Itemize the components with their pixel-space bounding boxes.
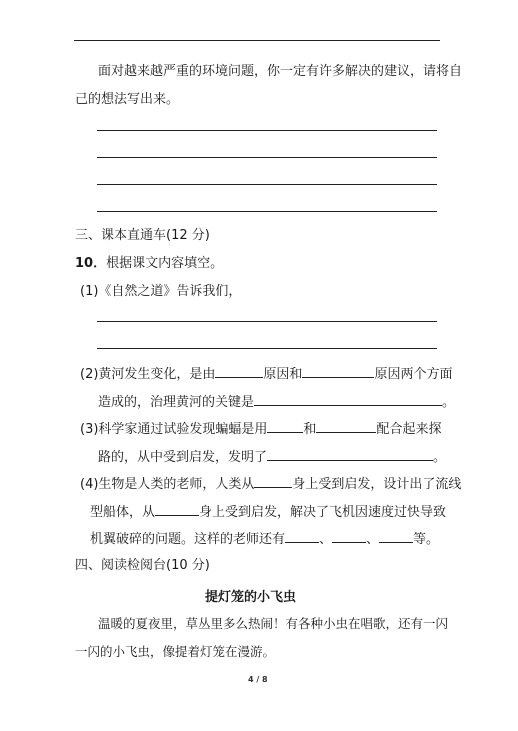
item-4-line-3: [90, 530, 439, 548]
item-4-end: 等。: [413, 532, 440, 547]
item-2-text-c: 原因两个方面: [374, 367, 453, 382]
item-3-line-1: [80, 420, 441, 438]
item-4-text-d: 身上受到启发，解决了飞机因速度过快导致: [199, 505, 447, 520]
item-2-text-a: (2)黄河发生变化，是由: [80, 367, 216, 382]
fill-blank[interactable]: [332, 530, 366, 543]
item-2-text-b: 原因和: [263, 367, 303, 382]
item-4-text-e: 机翼破碎的问题。这样的老师还有: [90, 532, 286, 547]
header-rule: [74, 40, 440, 41]
fill-blank[interactable]: [267, 448, 433, 461]
fill-blank[interactable]: [254, 393, 442, 406]
fill-blank[interactable]: [155, 503, 199, 516]
answer-line[interactable]: [97, 348, 437, 349]
item-4-line-2: [90, 503, 446, 521]
section-4-heading: 四、阅读检阅台(10 分): [75, 558, 210, 573]
answer-line[interactable]: [97, 184, 437, 185]
item-3-line-2: [98, 448, 446, 466]
item-4-sep: 、: [366, 532, 380, 547]
item-3-text-d: 路的，从中受到启发，发明了: [98, 450, 268, 465]
fill-blank[interactable]: [285, 530, 319, 543]
answer-line[interactable]: [97, 130, 437, 131]
item-4-text-a: (4)生物是人类的老师，人类从: [80, 477, 255, 492]
item-3-end: 。: [433, 450, 447, 465]
intro-line-1: 面对越来越严重的环境问题，你一定有许多解决的建议，请将自: [98, 64, 463, 79]
question-prompt: 根据课文内容填空。: [106, 256, 224, 271]
question-number: 10．: [75, 256, 107, 271]
question-10: [75, 256, 223, 272]
item-4-line-1: [80, 475, 461, 493]
story-title: 提灯笼的小飞虫: [205, 590, 297, 605]
item-2-text-d: 造成的，治理黄河的关键是: [98, 395, 255, 410]
item-4-text-c: 型船体，从: [90, 505, 156, 520]
fill-blank[interactable]: [302, 365, 374, 378]
item-4-sep: 、: [319, 532, 333, 547]
intro-line-2: 己的想法写出来。: [75, 92, 180, 107]
item-3-text-a: (3)科学家通过试验发现蝙蝠是用: [80, 422, 268, 437]
page-number: 4 / 8: [248, 675, 268, 684]
answer-line[interactable]: [97, 211, 437, 212]
story-line-1: 温暖的夏夜里，草丛里多么热闹！有各种小虫在唱歌，还有一闪: [98, 616, 449, 631]
fill-blank[interactable]: [215, 365, 263, 378]
fill-blank[interactable]: [379, 530, 413, 543]
item-2-end: 。: [442, 395, 456, 410]
item-3-text-b: 和: [303, 422, 317, 437]
item-2-line-2: [98, 393, 455, 411]
story-line-2: 一闪的小飞虫，像提着灯笼在漫游。: [75, 644, 276, 659]
fill-blank[interactable]: [254, 475, 292, 488]
item-1: (1)《自然之道》告诉我们，: [80, 284, 242, 299]
fill-blank[interactable]: [267, 420, 303, 433]
item-4-text-b: 身上受到启发，设计出了流线: [292, 477, 462, 492]
answer-line[interactable]: [97, 321, 437, 322]
item-3-text-c: 配合起来探: [376, 422, 442, 437]
item-2-line-1: [80, 365, 452, 383]
section-3-heading: 三、课本直通车(12 分): [75, 228, 210, 243]
fill-blank[interactable]: [316, 420, 376, 433]
answer-line[interactable]: [97, 157, 437, 158]
